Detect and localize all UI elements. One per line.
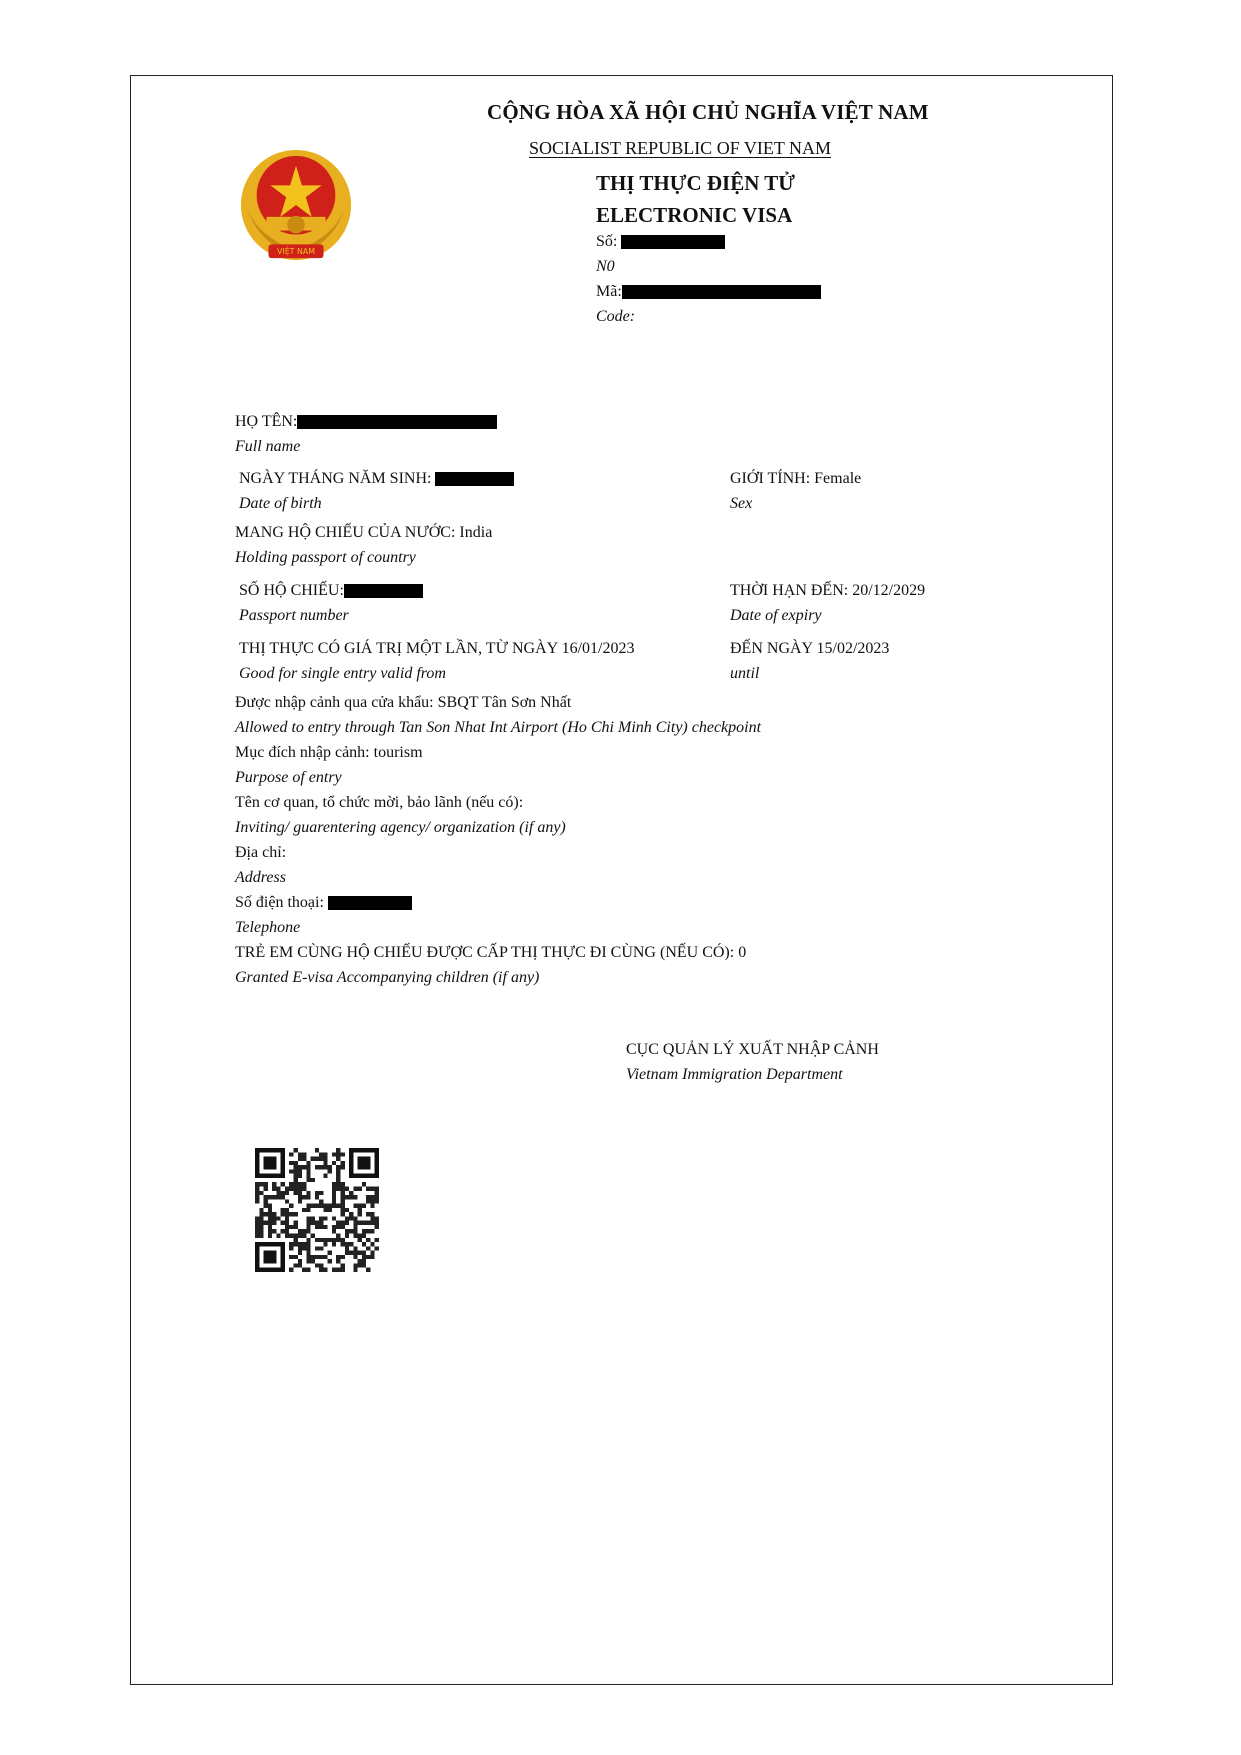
country-title-vi: CỘNG HÒA XÃ HỘI CHỦ NGHĨA VIỆT NAM [487,100,929,124]
qr-code-icon [255,1148,379,1272]
checkpoint-label: Được nhập cảnh qua cửa khẩu: [235,694,434,711]
passport-number-label: SỐ HỘ CHIẾU: [239,582,344,599]
dob-label-en: Date of birth [239,495,322,512]
purpose-value: tourism [373,744,423,761]
redacted-number [621,235,725,249]
doc-title-en: ELECTRONIC VISA [596,203,793,227]
expiry-value: 20/12/2029 [852,582,926,599]
sex-row [730,470,861,488]
children-label-en: Granted E-visa Accompanying children (if any) [235,969,540,986]
passport-country-row [235,524,492,542]
checkpoint-row [235,694,571,712]
valid-until-row [730,640,889,658]
code-label-en: Code: [596,308,636,325]
number-label-vi: Số: [596,233,618,250]
valid-until-value: 15/02/2023 [816,640,890,657]
purpose-label: Mục đích nhập cảnh: [235,744,370,761]
expiry-row [730,582,925,600]
address-label-en: Address [235,869,286,886]
valid-from-value: 16/01/2023 [561,640,635,657]
telephone-label-en: Telephone [235,919,301,936]
valid-from-label: THỊ THỰC CÓ GIÁ TRỊ MỘT LẦN, TỪ NGÀY [239,640,558,657]
redacted-dob [435,472,514,486]
emblem-caption: VIỆT NAM [277,247,315,257]
valid-from-label-en: Good for single entry valid from [239,665,446,682]
valid-until-label-en: until [730,665,760,682]
issuer-vi: CỤC QUẢN LÝ XUẤT NHẬP CẢNH [626,1041,879,1058]
valid-from-row [239,640,635,658]
passport-country-label: MANG HỘ CHIẾU CỦA NƯỚC: [235,524,456,541]
redacted-code [622,285,821,299]
checkpoint-label-en: Allowed to entry through Tan Son Nhat Int Airport (Ho Chi Minh City) checkpoint [235,719,762,736]
vietnam-national-emblem-icon [237,148,355,266]
children-value: 0 [738,944,747,961]
sex-label: GIỚI TÍNH: [730,470,811,487]
doc-title-vi: THỊ THỰC ĐIỆN TỬ [596,171,795,195]
checkpoint-value: SBQT Tân Sơn Nhất [437,694,572,711]
country-title-en: SOCIALIST REPUBLIC OF VIET NAM [529,138,832,158]
passport-country-value: India [459,524,493,541]
number-label-en: N0 [596,258,615,275]
children-row [235,944,746,962]
children-label: TRẺ EM CÙNG HỘ CHIẾU ĐƯỢC CẤP THỊ THỰC ĐI CÙNG (NẾU CÓ): [235,944,735,961]
passport-country-label-en: Holding passport of country [235,549,416,566]
visa-code-row [596,283,821,301]
expiry-label: THỜI HẠN ĐẾN: [730,582,849,599]
full-name-label-en: Full name [235,438,301,455]
valid-until-label: ĐẾN NGÀY [730,640,813,657]
expiry-label-en: Date of expiry [730,607,822,624]
inviting-org-label-en: Inviting/ guarentering agency/ organization (if any) [235,819,566,836]
redacted-passport-number [344,584,423,598]
passport-number-row [239,582,423,600]
full-name-row [235,413,497,431]
dob-row [239,470,514,488]
purpose-row [235,744,423,762]
inviting-org-label: Tên cơ quan, tổ chức mời, bảo lãnh (nếu có): [235,794,524,811]
redacted-full-name [297,415,497,429]
code-label-vi: Mã: [596,283,622,300]
full-name-label: HỌ TÊN: [235,413,298,430]
passport-number-label-en: Passport number [239,607,349,624]
purpose-label-en: Purpose of entry [235,769,342,786]
dob-label: NGÀY THÁNG NĂM SINH: [239,470,432,487]
redacted-telephone [328,896,412,910]
address-label: Địa chỉ: [235,844,287,861]
telephone-label: Số điện thoại: [235,894,324,911]
sex-label-en: Sex [730,495,753,512]
telephone-row [235,894,412,912]
issuer-en: Vietnam Immigration Department [626,1066,843,1083]
sex-value: Female [814,470,862,487]
visa-number-row [596,233,725,251]
